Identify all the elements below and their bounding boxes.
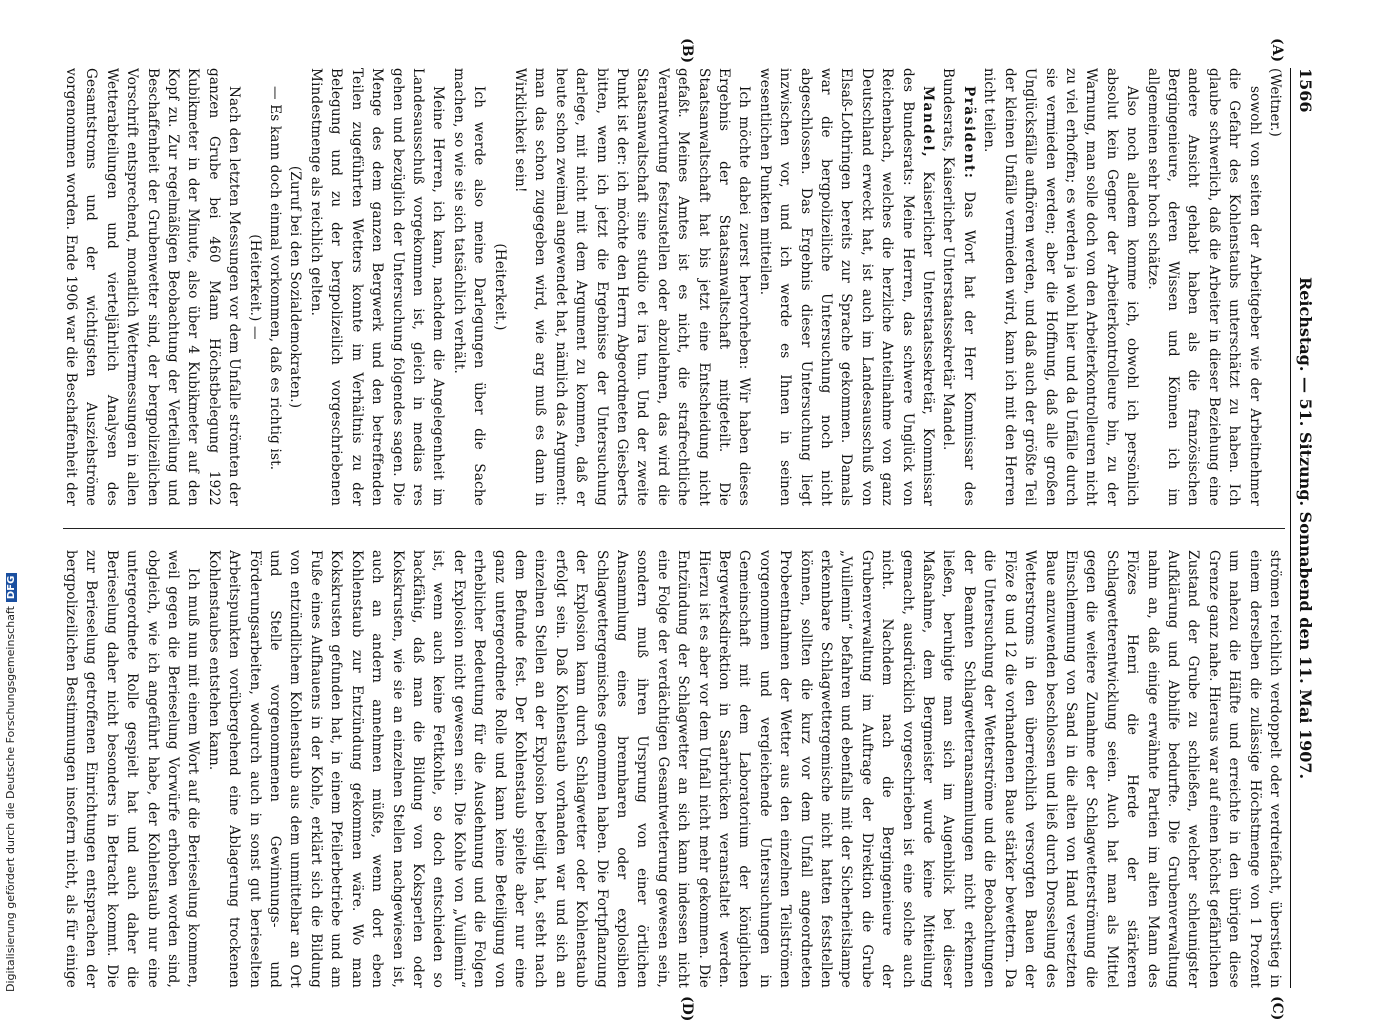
margin-mark-c: (C) [1269, 996, 1285, 1021]
margin-mark-a: (A) [1269, 38, 1285, 63]
header-rule [1290, 68, 1291, 988]
paragraph: Ich möchte dabei zuerst hervorheben: Wir haben dieses Ergebnis der Staatsanwaltschaft mitgeteilt. Die Staatsanwaltschaft hat bis jetzt eine Entscheidung nicht gefaßt. Meines Amtes ist es nicht, die strafrechtliche Verantwortung festzustellen oder abzulehnen, das wird die Staatsanwaltschaft sine studio et ira tun. Und der zweite Punkt ist der: ich möchte den Herrn Abgeordneten Giesberts bitten, wenn ich jetzt die Ergebnisse der Untersuchung darlege, mit nicht mit dem Argument zu kommen, daß er heute schon zweimal angewendet hat, nämlich das Argument: man das schon zugegeben wird, wie arg muß es dann in Wirklichkeit sein! [511, 68, 753, 506]
column-divider [63, 528, 1285, 529]
paragraph: Ich muß nun mit einem Wort auf die Berieselung kommen, weil gegen die Berieselung Vorwürfe erhoben worden sind, obgleich, wie ich angeführt habe, der Kohlenstaub nur eine untergeordnete Rolle gespielt hat und auch daher die Berieselung daher nicht besonders in Betracht kommt. Die zur Berieselung getroffenen Einrichtungen entsprachen der bergpolizeilichen Bestimmungen insofern nicht, als für einige [63, 550, 202, 988]
speaker-name: Präsident: [960, 86, 977, 180]
interjection: (Zuruf bei den Sozialdemokraten.) [287, 165, 304, 409]
paragraph: Nach den letzten Messungen vor dem Unfalle strömten der ganzen Grube bei 460 Mann Höchstbelegung 1922 Kubikmeter in der Minute, also über 4 Kubikmeter auf den Kopf zu. Zur regelmäßigen Beobachtung der Verteilung und Beschaffenheit der Grubenwetter sind, der bergpolizeilichen Vorschrift entsprechend, monatlich Wettermessungen in allen Wetterabteilungen und vierteljährlich Analysen des Gesamtstroms und der wichtigsten Ausziehströme vorgenommen worden. Ende 1906 war die Beschaffenheit der [63, 68, 243, 506]
paragraph: Ich werde also meine Darlegungen über die Sache machen, so wie sie sich tatsächlich verhält. [450, 68, 488, 506]
dfg-logo: DFG [6, 573, 17, 602]
paragraph: Präsident: Das Wort hat der Herr Kommissar des Bundesrats, Kaiserlicher Unterstaatssekretär Mandel. [940, 68, 977, 506]
page-title: Reichstag. — 51. Sitzung. Sonnabend den 11. Mai 1907. [1296, 276, 1315, 780]
paragraph: — Es kann doch einmal vorkommen, daß es richtig ist. [267, 86, 284, 471]
document-page [60, 38, 1315, 1021]
margin-mark-b: (B) [679, 38, 695, 64]
interjection: (Heiterkeit.) [491, 243, 508, 331]
running-head [1295, 68, 1315, 988]
paragraph: strömen reichlich verdoppelt oder verdreifacht, überstieg in einem derselben die zulässige Höchstmenge von 1 Prozent um nahezu die Hälfte und erreichte in den übrigen diese Grenze ganz nahe. Hieraus war auf einen höchst gefährlichen Zustand der Grube zu schließen, welcher schleunigster Aufklärung und Abhilfe bedurfte. Die Grubenverwaltung nahm an, daß einige erwähnte Partien im alten Mann des Flözes Henri die Herde der stärkeren Schlagwetterentwicklung seien. Auch hat man als Mittel gegen die weitere Zunahme der Schlagwetterströmung die Einschlemmung von Sand in die alten von Hand versetzten Baue anzuwenden beschlossen und ließ durch Drosselung des Wetterstroms in den überreichlich versorgten Bauen der Flöze 8 und 12 die vorhandenen Baue stärker bewettern. Da die Untersuchung der Wetterströme und die Beobachtungen der Beamten Schlagwetteransammlungen nicht erkennen ließen, beruhigte man sich im Augenblick bei dieser Maßnahme, dem Bergmeister wurde keine Mitteilung gemacht, ausdrücklich vorgeschrieben ist eine solche auch nicht. Nachdem nach die Bergingenieure der Grubenverwaltung im Auftrage der Direktion die Grube „Vuillemin“ befahren und ebenfalls mit der Sicherheitslampe erkennbare Schlagwettergemische nicht hatten feststellen können, sollten die kurz vor dem Unfall angeordneten Probeentnahmen der Wetter aus den einzelnen Teilströmen vorgenommen und vergleichende Untersuchungen in Gemeinschaft mit dem Laboratorium der königlichen Bergwerksdirektion in Saarbrücken veranstaltet werden. Hierzu ist es aber vor dem Unfall nicht mehr gekommen. Die Entzündung der Schlagwetter an sich kann indessen nicht eine Folge der verdächtigen Gesamtwetterung gewesen sein, sondern muß ihren Ursprung von einer örtlichen Ansammlung eines brennbaren oder explosiblen Schlagwettergemisches genommen haben. Die Fortpflanzung der Explosion kann durch Schlagwetter oder Kohlenstaub erfolgt sein. Daß Kohlenstaub vorhanden war und sich an einzelnen Stellen an der Explosion beteiligt hat, steht nach dem Befunde fest. Der Kohlenstaub spielte aber nur eine ganz untergeordnete Rolle und kann keine Beteiligung von erheblicher Bedeutung für die Ausdehnung und die Folgen der Explosion nicht gewesen sein. Die Kohle von „Vuillemin“ ist, wenn auch keine Fettkohle, so doch entschieden so backfähig, daß man die Bildung von Koksperlen oder Kokskrusten, wie sie an einzelnen Stellen nachgewiesen ist, auch an andern annehmen müßte, wenn dort eben Kohlenstaub zur Entzündung gekommen wäre. Wo man Kokskrusten gefunden hat, in einem Pfeilerbetriebe und am Fuße eines Aufhauens in der Kohle, erklärt sich die Bildung von entzündlichem Kohlenstaub aus dem unmittelbar an Ort und Stelle vorgenommenen Gewinnungs- und Förderungsarbeiten, wodurch auch in sonst gut berieselten Arbeitspunkten vorübergehend eine Ablagerung trockenen Kohlenstaubes entstehen kann. [205, 550, 1283, 988]
digitization-credit [4, 573, 17, 992]
margin-mark-d: (D) [679, 996, 695, 1021]
speaker-name: Mandel, [920, 86, 937, 159]
interjection: (Heiterkeit.) — [246, 234, 263, 340]
paragraph: sowohl von seiten der Arbeitgeber wie der Arbeitnehmer die Gefahr des Kohlenstaubs unterschätzt zu haben. Ich glaube schwerlich, daß die Arbeiter in dieser Beziehung eine andere Ansicht gehabt haben als die französischen Bergingenieure, deren Wissen und Können ich im allgemeinen sehr hoch schätze. [1144, 68, 1263, 506]
right-column [63, 550, 1285, 988]
paragraph: Also noch alledem komme ich, obwohl ich persönlich absolut kein Gegner der Arbeiterkontrolleure bin, zu der Warnung, man solle doch von den Arbeiterkontrolleuren nicht zu viel erhoffen; es werden ja wohl hier und da Unfälle durch sie vermieden werden; aber die Hoffnung, daß alle großen Unglücksfälle aufhören werden, und daß auch der größte Teil der kleinen Unfälle vermieden wird, kann ich mit den Herren nicht teilen. [981, 68, 1141, 506]
paragraph: Meine Herren, ich kann, nachdem die Angelegenheit im Landesausschuß vorgekommen ist, gleich in medias res gehen und bezüglich der Untersuchung folgendes sagen. Die Menge des dem ganzen Bergwerk und den betreffenden Teilen zugeführten Wetters konnte im Verhältnis zu der Belegung und zu der bergpolizeilich vorgeschriebenen Mindestmenge als reichlich gelten. [307, 68, 447, 506]
page-number: 1566 [1296, 68, 1315, 113]
speaker-tag: (Weitner.) [1267, 68, 1283, 137]
paragraph: Mandel, Kaiserlicher Unterstaatssekretär, Kommissar des Bundesrats: Meine Herren, das schwere Unglück von Reichenbach, welches die herzliche Anteilnahme von ganz Deutschland erweckt hat, ist auch im Landesausschuß von Elsaß-Lothringen bereits zur Sprache gekommen. Damals war die bergpolizeiliche Untersuchung noch nicht abgeschlossen. Das Ergebnis dieser Untersuchung liegt inzwischen vor, und ich werde es Ihnen in seinen wesentlichen Punkten mitteilen. [756, 68, 937, 506]
credit-text: Digitalisierung gefördert durch die Deutsche Forschungsgemeinschaft [4, 606, 17, 992]
left-column [63, 68, 1285, 506]
